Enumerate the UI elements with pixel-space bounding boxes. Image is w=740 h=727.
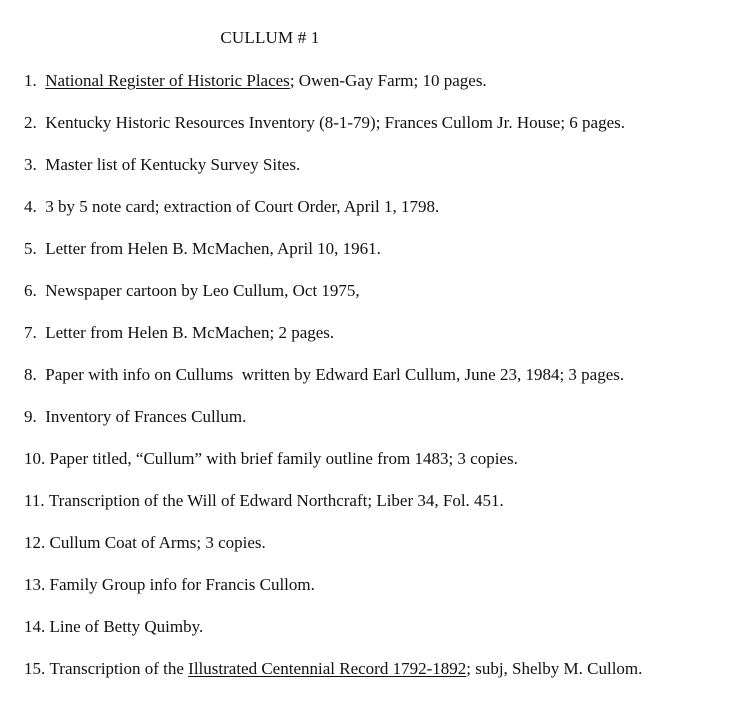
item-text: Transcription of the Will of Edward Northcraft; Liber 34, Fol. 451. xyxy=(48,491,504,510)
list-item xyxy=(24,112,642,154)
item-text: Line of Betty Quimby. xyxy=(49,617,204,636)
item-text: Letter from Helen B. McMachen, April 10, 1961. xyxy=(45,239,381,258)
item-number: 5. xyxy=(24,239,37,258)
item-number: 11. xyxy=(24,491,45,510)
list-item xyxy=(24,658,642,700)
item-number: 7. xyxy=(24,323,37,342)
item-number: 15. xyxy=(24,659,46,678)
item-number: 3. xyxy=(24,155,37,174)
list-item xyxy=(24,364,642,406)
item-number: 14. xyxy=(24,617,46,636)
item-number: 6. xyxy=(24,281,37,300)
item-number: 10. xyxy=(24,449,46,468)
item-text: Master list of Kentucky Survey Sites. xyxy=(45,155,301,174)
item-text: Paper with info on Cullums written by Edward Earl Cullum, June 23, 1984; 3 pages. xyxy=(45,365,625,384)
item-text: Cullum Coat of Arms; 3 copies. xyxy=(49,533,266,552)
list-item xyxy=(24,280,642,322)
document-title: CULLUM # 1 xyxy=(220,28,320,47)
list-item xyxy=(24,196,642,238)
item-text: Paper titled, “Cullum” with brief family outline from 1483; 3 copies. xyxy=(49,449,518,468)
item-underlined-title: Illustrated Centennial Record 1792-1892 xyxy=(188,659,467,678)
list-item xyxy=(24,532,642,574)
list-item xyxy=(24,574,642,616)
item-number: 8. xyxy=(24,365,37,384)
item-text: 3 by 5 note card; extraction of Court Order, April 1, 1798. xyxy=(45,197,440,216)
item-text: Letter from Helen B. McMachen; 2 pages. xyxy=(45,323,335,342)
item-number: 2. xyxy=(24,113,37,132)
list-item xyxy=(24,70,642,112)
item-number: 12. xyxy=(24,533,46,552)
list-item xyxy=(24,238,642,280)
item-text: Inventory of Frances Cullum. xyxy=(45,407,247,426)
item-number: 13. xyxy=(24,575,46,594)
item-list xyxy=(24,70,642,700)
item-number: 9. xyxy=(24,407,37,426)
list-item xyxy=(24,154,642,196)
item-number: 4. xyxy=(24,197,37,216)
item-text-post: ; subj, Shelby M. Cullom. xyxy=(466,659,643,678)
item-underlined-title: National Register of Historic Places xyxy=(45,71,290,90)
item-text: Kentucky Historic Resources Inventory (8-1-79); Frances Cullom Jr. House; 6 pages. xyxy=(45,113,626,132)
item-text-pre: Transcription of the xyxy=(49,659,189,678)
item-text: Newspaper cartoon by Leo Cullum, Oct 1975, xyxy=(45,281,360,300)
item-text-post: ; Owen-Gay Farm; 10 pages. xyxy=(289,71,487,90)
list-item xyxy=(24,616,642,658)
list-item xyxy=(24,322,642,364)
list-item xyxy=(24,448,642,490)
item-number: 1. xyxy=(24,71,37,90)
list-item xyxy=(24,406,642,448)
list-item xyxy=(24,490,642,532)
item-text: Family Group info for Francis Cullom. xyxy=(49,575,315,594)
